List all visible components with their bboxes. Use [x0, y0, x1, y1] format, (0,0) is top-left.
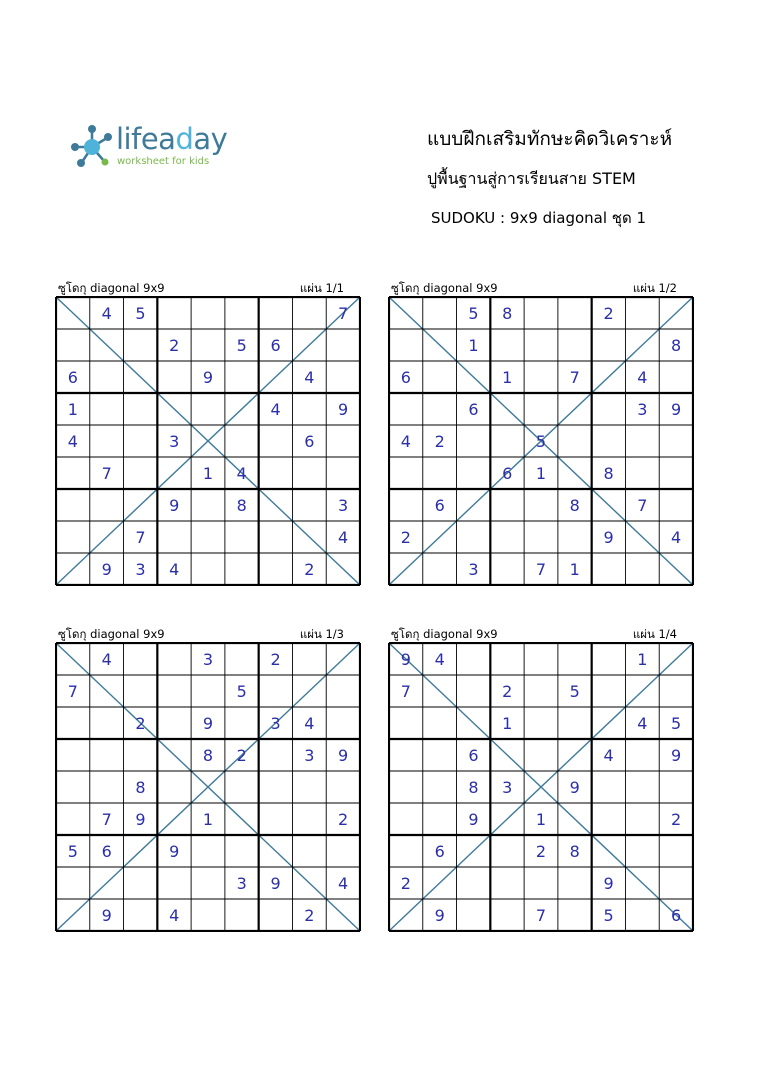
cell-digit: 8 [671, 336, 682, 355]
cell-digit: 6 [502, 464, 513, 483]
cell-digit: 6 [304, 432, 315, 451]
cell-digit: 4 [304, 714, 315, 733]
cell-digit: 3 [502, 778, 513, 797]
cell-digit: 9 [468, 810, 479, 829]
cell-digit: 9 [338, 400, 349, 419]
cell-digit: 6 [67, 368, 78, 387]
cell-digit: 2 [671, 810, 682, 829]
logo-tagline: worksheet for kids [117, 156, 210, 167]
board-title: ซูโดกุ diagonal 9x9 [391, 627, 498, 641]
cell-digit: 1 [637, 650, 648, 669]
cell-digit: 8 [603, 464, 614, 483]
cell-digit: 3 [468, 560, 479, 579]
cell-digit: 9 [603, 874, 614, 893]
cell-digit: 3 [304, 746, 315, 765]
board-title: ซูโดกุ diagonal 9x9 [391, 281, 498, 295]
cell-digit: 2 [304, 560, 315, 579]
board-sheet-label: แผ่น 1/1 [299, 281, 344, 295]
cell-digit: 5 [603, 906, 614, 925]
cell-digit: 2 [400, 528, 411, 547]
cell-digit: 8 [202, 746, 214, 765]
cell-digit: 9 [202, 368, 214, 387]
sudoku-grid [388, 642, 694, 932]
cell-digit: 2 [535, 842, 547, 861]
cell-digit: 6 [434, 496, 445, 515]
cell-digit: 7 [569, 368, 580, 387]
cell-digit: 9 [569, 778, 580, 797]
cell-digit: 7 [135, 528, 146, 547]
cell-digit: 9 [135, 810, 146, 829]
cell-digit: 7 [101, 464, 112, 483]
cell-digit: 4 [67, 432, 78, 451]
cell-digit: 7 [535, 906, 547, 925]
cell-digit: 1 [535, 464, 547, 483]
cell-digit: 3 [236, 874, 247, 893]
cell-digit: 5 [468, 304, 479, 323]
cell-digit: 9 [400, 650, 411, 669]
cell-digit: 3 [202, 650, 214, 669]
cell-digit: 4 [101, 650, 112, 669]
cell-digit: 2 [502, 682, 513, 701]
cell-digit: 9 [202, 714, 214, 733]
cell-digit: 8 [468, 778, 479, 797]
worksheet-subtitle: ปูพื้นฐานสู่การเรียนสาย STEM [427, 169, 636, 188]
cell-digit: 5 [236, 682, 247, 701]
cell-digit: 5 [67, 842, 78, 861]
cell-digit: 2 [434, 432, 445, 451]
worksheet-title: แบบฝึกเสริมทักษะคิดวิเคราะห์ [427, 128, 673, 150]
cell-digit: 5 [535, 432, 547, 451]
sudoku-board-2 [388, 281, 694, 586]
board-header [388, 626, 694, 640]
sudoku-grid [388, 296, 694, 586]
cell-digit: 2 [304, 906, 315, 925]
cell-digit: 5 [236, 336, 247, 355]
cell-digit: 8 [502, 304, 513, 323]
cell-digit: 6 [270, 336, 281, 355]
cell-digit: 8 [236, 496, 247, 515]
cell-digit: 7 [400, 682, 411, 701]
cell-digit: 4 [671, 528, 682, 547]
logo-molecule-icon [70, 124, 114, 170]
cell-digit: 9 [101, 906, 112, 925]
sudoku-board-1 [55, 281, 361, 586]
cell-digit: 8 [135, 778, 146, 797]
cell-digit: 7 [101, 810, 112, 829]
cell-digit: 3 [135, 560, 146, 579]
board-header [55, 280, 361, 294]
cell-digit: 9 [270, 874, 281, 893]
cell-digit: 4 [169, 906, 180, 925]
board-title: ซูโดกุ diagonal 9x9 [58, 281, 165, 295]
cell-digit: 8 [569, 842, 580, 861]
board-sheet-label: แผ่น 1/4 [632, 627, 677, 641]
logo-wordmark: lifeaday [116, 122, 228, 156]
sudoku-grid [55, 642, 361, 932]
worksheet-series: SUDOKU : 9x9 diagonal ชุด 1 [431, 209, 647, 227]
board-sheet-label: แผ่น 1/3 [299, 627, 344, 641]
cell-digit: 2 [169, 336, 180, 355]
cell-digit: 2 [135, 714, 146, 733]
cell-digit: 7 [637, 496, 648, 515]
cell-digit: 4 [603, 746, 614, 765]
cell-digit: 1 [535, 810, 547, 829]
lifeaday-logo [70, 124, 240, 174]
cell-digit: 4 [338, 874, 349, 893]
cell-digit: 2 [603, 304, 614, 323]
cell-digit: 5 [135, 304, 146, 323]
cell-digit: 9 [169, 842, 180, 861]
cell-digit: 2 [270, 650, 281, 669]
cell-digit: 4 [434, 650, 445, 669]
cell-digit: 4 [338, 528, 349, 547]
sudoku-grid [55, 296, 361, 586]
cell-digit: 1 [67, 400, 78, 419]
cell-digit: 4 [270, 400, 281, 419]
cell-digit: 2 [236, 746, 247, 765]
cell-digit: 1 [202, 810, 214, 829]
cell-digit: 1 [202, 464, 214, 483]
cell-digit: 6 [101, 842, 112, 861]
cell-digit: 9 [169, 496, 180, 515]
board-header [388, 280, 694, 294]
cell-digit: 1 [468, 336, 479, 355]
cell-digit: 3 [169, 432, 180, 451]
cell-digit: 1 [502, 368, 513, 387]
board-header [55, 626, 361, 640]
board-title: ซูโดกุ diagonal 9x9 [58, 627, 165, 641]
cell-digit: 2 [400, 874, 411, 893]
cell-digit: 7 [535, 560, 547, 579]
cell-digit: 1 [569, 560, 580, 579]
cell-digit: 4 [637, 368, 648, 387]
cell-digit: 4 [400, 432, 411, 451]
cell-digit: 6 [671, 906, 682, 925]
cell-digit: 6 [468, 400, 479, 419]
cell-digit: 8 [569, 496, 580, 515]
cell-digit: 4 [169, 560, 180, 579]
cell-digit: 3 [270, 714, 281, 733]
board-sheet-label: แผ่น 1/2 [632, 281, 677, 295]
cell-digit: 9 [671, 400, 682, 419]
cell-digit: 7 [67, 682, 78, 701]
cell-digit: 9 [603, 528, 614, 547]
sudoku-board-4 [388, 627, 694, 932]
cell-digit: 4 [236, 464, 247, 483]
cell-digit: 6 [468, 746, 479, 765]
cell-digit: 3 [338, 496, 349, 515]
cell-digit: 4 [101, 304, 112, 323]
cell-digit: 6 [400, 368, 411, 387]
cell-digit: 4 [637, 714, 648, 733]
cell-digit: 4 [304, 368, 315, 387]
cell-digit: 3 [637, 400, 648, 419]
cell-digit: 9 [101, 560, 112, 579]
cell-digit: 5 [569, 682, 580, 701]
cell-digit: 1 [502, 714, 513, 733]
cell-digit: 2 [338, 810, 349, 829]
cell-digit: 9 [671, 746, 682, 765]
cell-digit: 9 [434, 906, 445, 925]
cell-digit: 7 [338, 304, 349, 323]
sudoku-board-3 [55, 627, 361, 932]
cell-digit: 5 [671, 714, 682, 733]
cell-digit: 9 [338, 746, 349, 765]
cell-digit: 6 [434, 842, 445, 861]
